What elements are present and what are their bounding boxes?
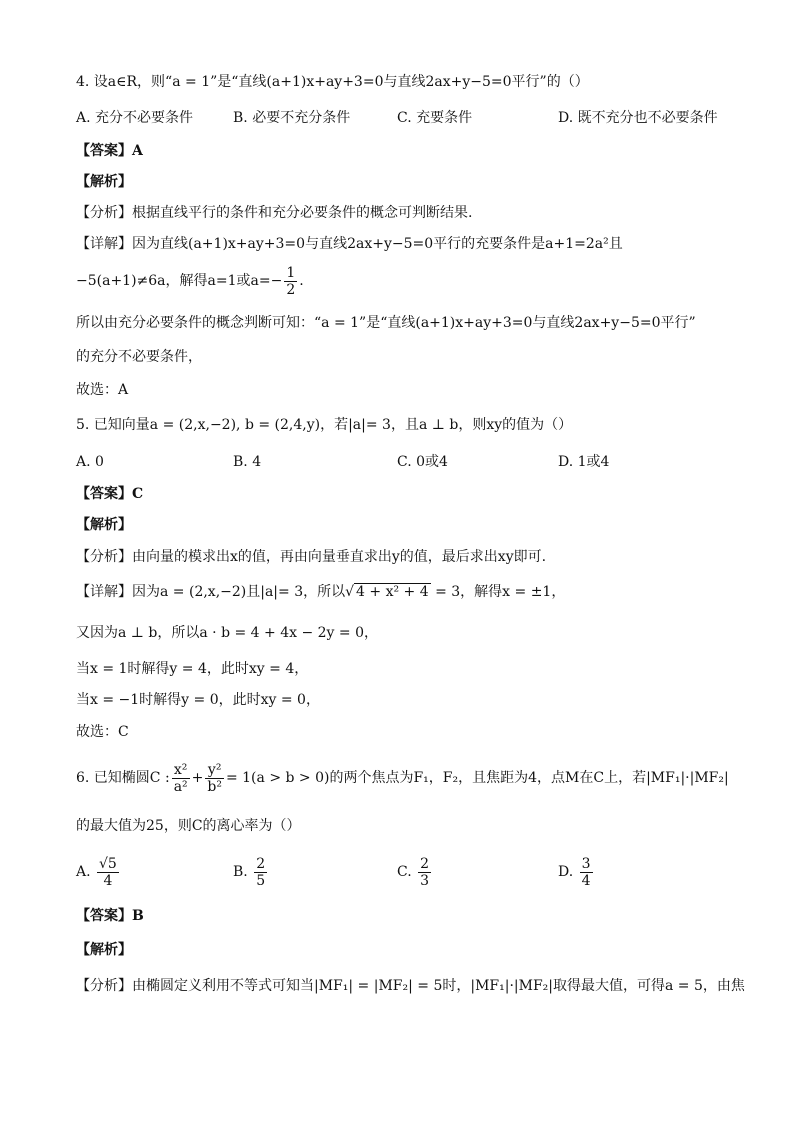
q6-stem [76,758,729,798]
q5-xiangjie-line2: 又因为a ⊥ b，所以a · b = 4 + 4x − 2y = 0， [76,625,378,641]
q4-xiangjie-line4: 的充分不必要条件， [76,349,202,365]
q4-fraction-num: 1 [286,264,296,281]
q5-option-c: C. 0或4 [397,454,448,470]
q5-fenxi: 【分析】由向量的模求出x的值，再由向量垂直求出y的值，最后求出xy即可. [76,549,547,565]
q6-answer: 【答案】B [76,908,144,924]
q5-xiangjie-line1-end: = 3，解得x = ±1， [430,584,566,600]
q6-option-b-num: 2 [256,855,266,872]
q6-stem-line2: 的最大值为25，则C的离心率为（） [76,818,301,834]
q6-option-d-den: 4 [581,872,591,889]
q6-frac-y-num: y² [205,762,224,779]
q6-option-d-label: D. [558,864,574,880]
q6-option-c-frac [418,856,431,889]
q5-xiangjie-line3: 当x = 1时解得y = 4，此时xy = 4， [76,661,309,677]
q6-option-a-den: 4 [103,872,113,889]
q6-option-a-frac [97,856,119,889]
q5-option-d: D. 1或4 [558,454,610,470]
q5-answer: 【答案】C [76,486,144,502]
q5-stem: 5. 已知向量a = (2,x,−2), b = (2,4,y)，若|a|= 3，且a ⊥ b，则xy的值为（） [76,417,573,433]
q4-xiangjie-line1: 【详解】因为直线(a+1)x+ay+3=0与直线2ax+y−5=0平行的充要条件是a+1=2a²且 [76,236,623,252]
q4-stem: 4. 设a∈R，则“a = 1”是“直线(a+1)x+ay+3=0与直线2ax+y−5=0平行”的（） [76,74,589,90]
q4-fenxi: 【分析】根据直线平行的条件和充分必要条件的概念可判断结果. [76,205,473,221]
q6-option-b-frac [254,856,267,889]
q4-answer: 【答案】A [76,143,143,159]
q4-fraction-den: 2 [286,281,296,298]
q4-xiangjie-line3: 所以由充分必要条件的概念判断可知：“a = 1”是“直线(a+1)x+ay+3=0与直线2ax+y−5=0平行” [76,315,696,331]
q6-option-c-label: C. [397,864,412,880]
q6-frac-x [172,762,190,795]
q4-option-b: B. 必要不充分条件 [233,110,351,126]
q4-xiangjie-line2-end: . [299,273,304,289]
q6-option-d-num: 3 [581,855,591,872]
q4-option-d: D. 既不充分也不必要条件 [558,110,718,126]
q6-option-a-num: √5 [99,855,117,872]
q5-xiangjie-line1: 【详解】因为a = (2,x,−2)且|a|= 3，所以√ 4 + x² + 4 = 3，解得x = ±1， [76,584,566,600]
q5-analysis-heading: 【解析】 [76,517,132,533]
q4-guxuan: 故选：A [76,382,129,398]
q6-option-c-num: 2 [420,855,430,872]
q5-sqrt-expression: 4 + x² + 4 [356,584,429,600]
q6-option-d-frac [580,856,593,889]
q4-option-a: A. 充分不必要条件 [76,110,194,126]
q5-option-a: A. 0 [76,454,104,470]
q6-frac-y [205,762,224,795]
q6-analysis-heading: 【解析】 [76,942,132,958]
q6-plus: + [191,770,204,786]
q4-fraction [284,265,297,298]
q5-option-b: B. 4 [233,454,262,470]
q6-option-c [397,852,433,892]
q6-frac-x-num: x² [172,762,190,779]
q6-stem-rest: = 1(a > b > 0)的两个焦点为F₁，F₂，且焦距为4，点M在C上，若|MF₁|·|MF₂| [225,770,729,786]
q5-guxuan: 故选：C [76,724,129,740]
q6-frac-x-den: a² [173,778,188,795]
q4-xiangjie-line2 [76,264,304,298]
q6-frac-y-den: b² [207,778,222,795]
q6-option-c-den: 3 [420,872,430,889]
q6-option-a [76,852,121,892]
q6-option-a-label: A. [76,864,91,880]
q6-option-b [233,852,269,892]
q6-option-d [558,852,595,892]
q4-xiangjie-line2-text: −5(a+1)≠6a，解得a=1或a=− [76,273,283,289]
q5-xiangjie-line1-text: 【详解】因为a = (2,x,−2)且|a|= 3，所以 [76,584,346,600]
q5-xiangjie-line4: 当x = −1时解得y = 0，此时xy = 0， [76,692,320,708]
q4-analysis-heading: 【解析】 [76,174,132,190]
q6-stem-text: 6. 已知椭圆C : [76,770,170,786]
q6-fenxi: 【分析】由椭圆定义利用不等式可知当|MF₁| = |MF₂| = 5时，|MF₁|·|MF₂|取得最大值，可得a = 5，由焦 [76,978,745,994]
q6-option-b-label: B. [233,864,248,880]
q6-option-b-den: 5 [256,872,266,889]
q4-option-c: C. 充要条件 [397,110,473,126]
